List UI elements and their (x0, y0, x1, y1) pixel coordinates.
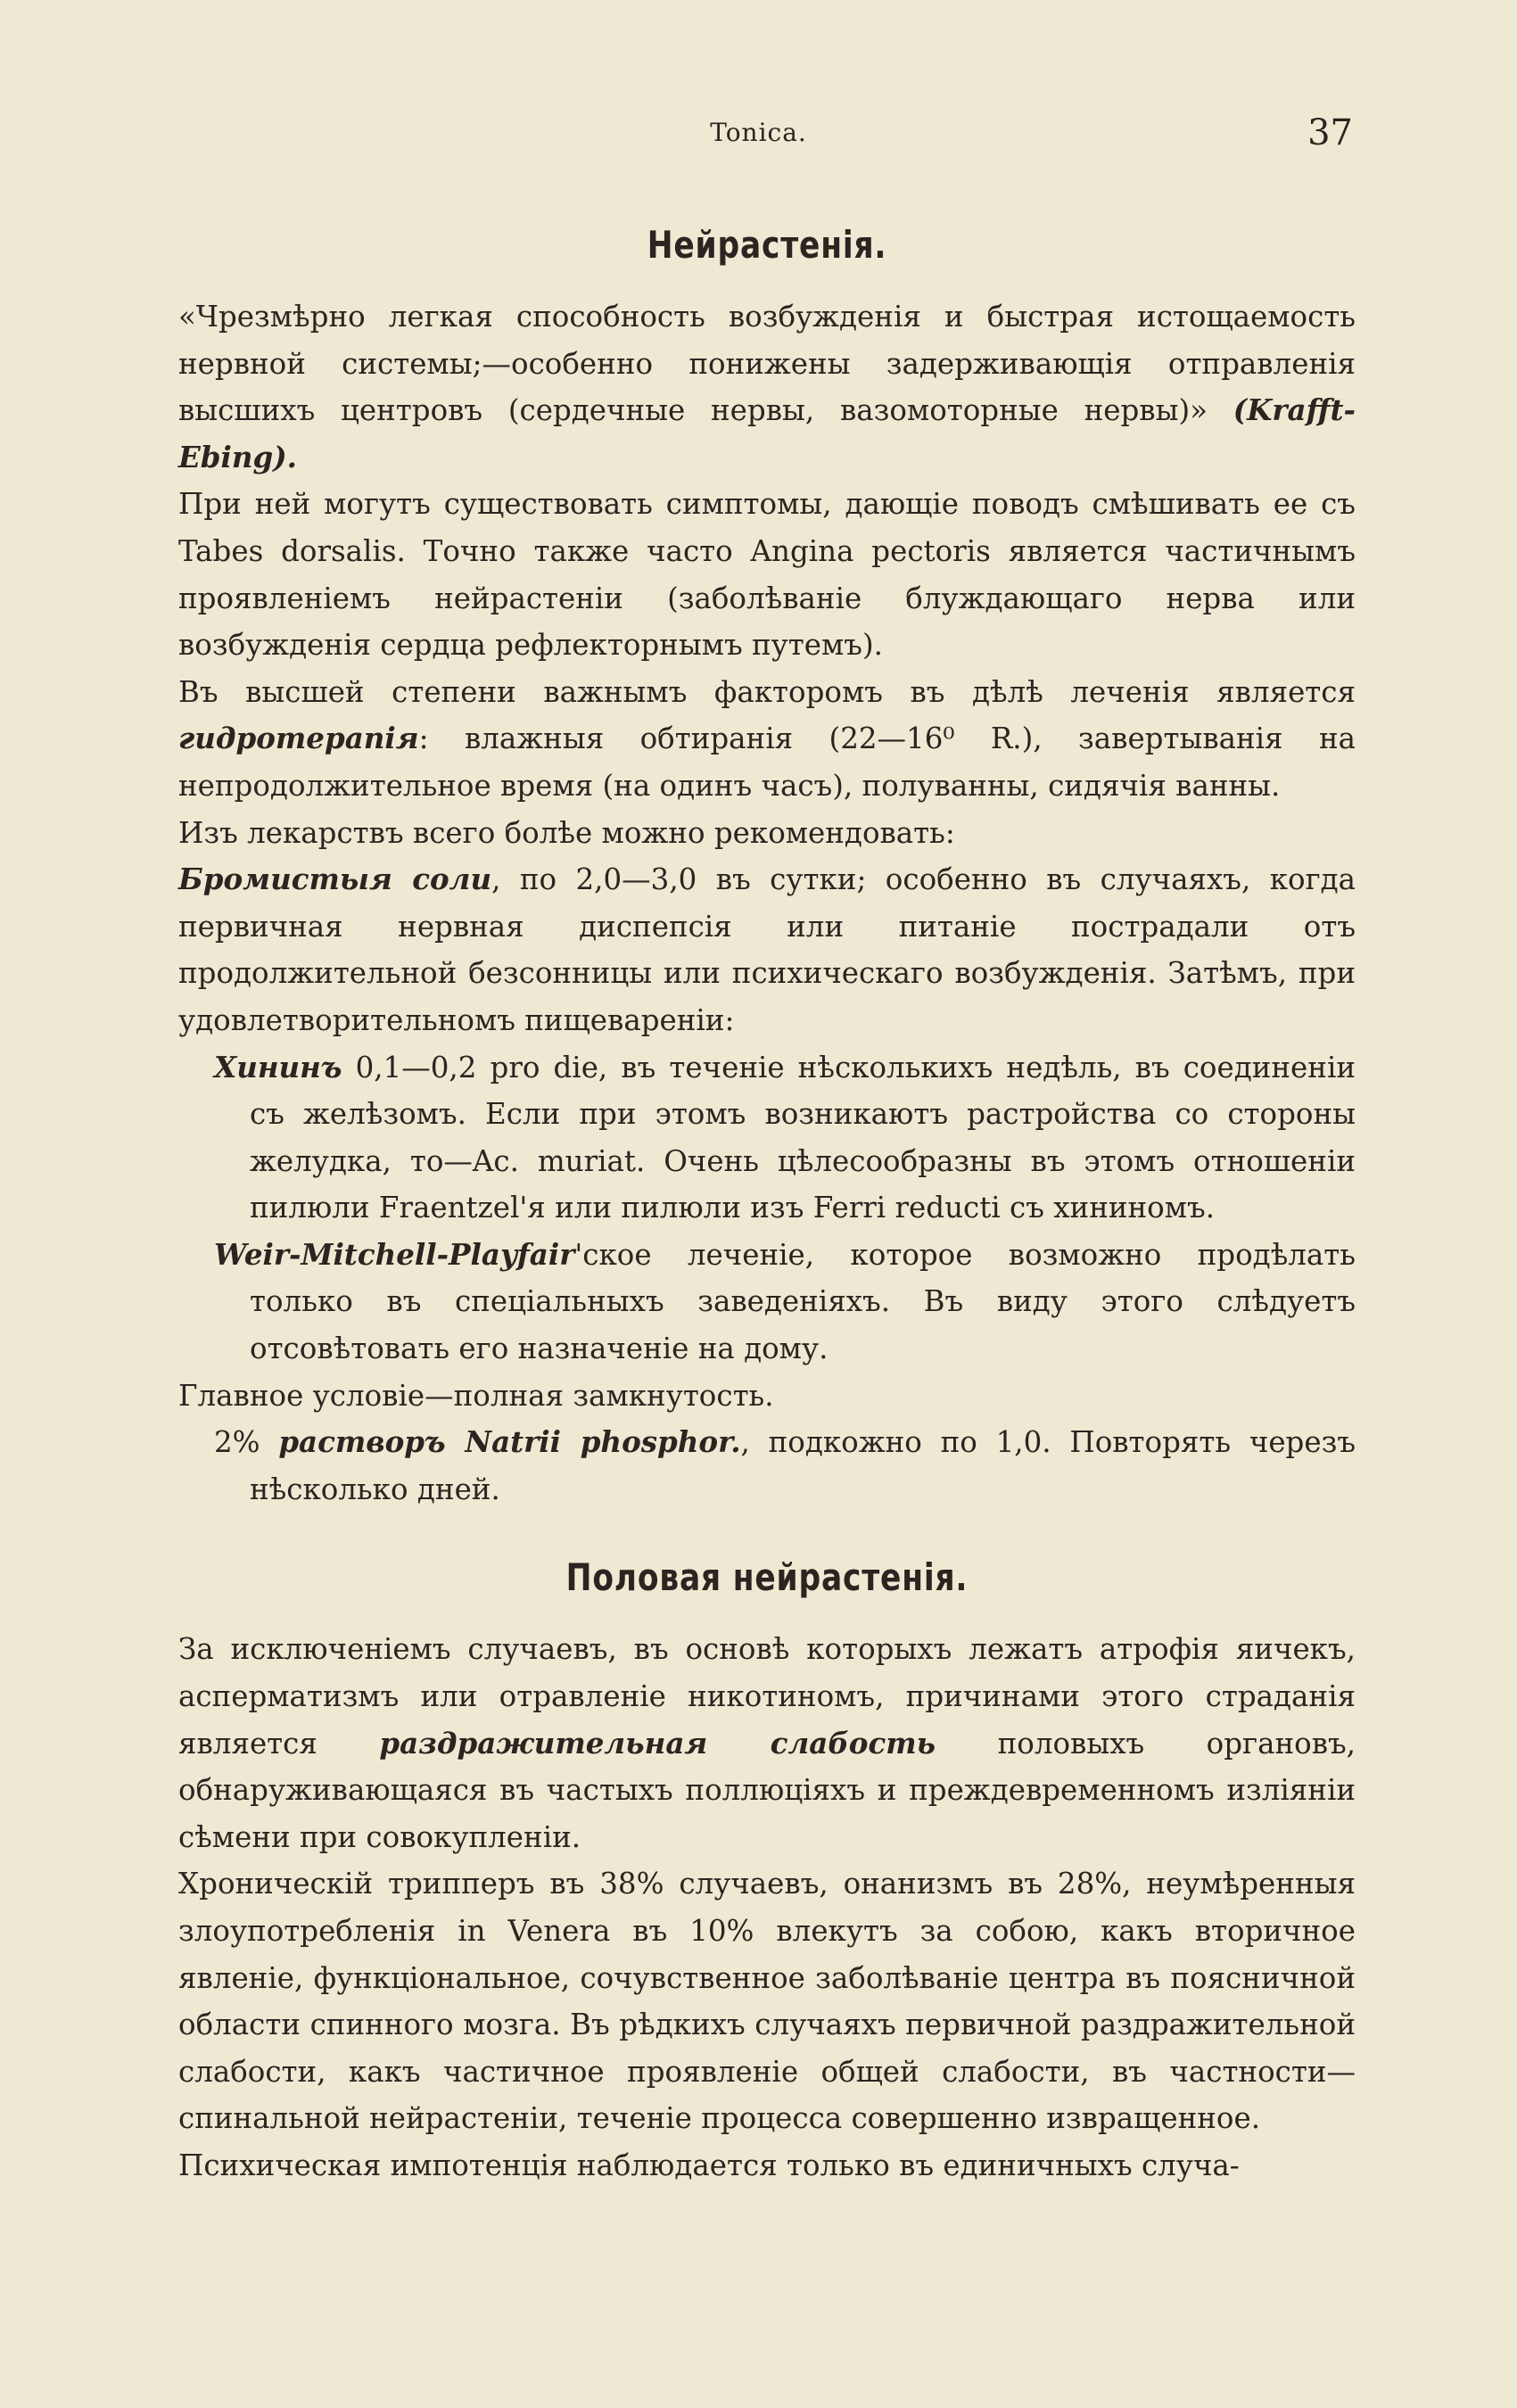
running-title: Tonica. (710, 118, 807, 147)
section-title-neurasthenia: Нейрастенія. (647, 223, 887, 267)
paragraph-causes (178, 1626, 1356, 1860)
natrii-text: , подкожно по 1,0. Повторять черезъ нѣсколько дней. (250, 1425, 1356, 1506)
paragraph-medicines-intro: Изъ лекарствъ всего болѣе можно рекомендовать: (178, 815, 955, 850)
paragraph-natrii (178, 1419, 1356, 1513)
paragraph-weir-mitchell (178, 1232, 1356, 1373)
weir-mitchell-term: Weir-Mitchell-Playfair (214, 1236, 575, 1272)
paragraph-psychic-impotence: Психическая импотенція наблюдается только въ единичныхъ случа- (178, 2148, 1240, 2182)
paragraph-quinine (178, 1044, 1356, 1232)
paragraph-main-condition: Главное условіе—полная замкнутость. (178, 1378, 774, 1413)
causes-term: раздражительная слабость (379, 1725, 936, 1761)
weir-mitchell-text: 'ское леченіе, которое возможно продѣлать только въ спеціальныхъ заведеніяхъ. Въ виду этого слѣдуетъ отсовѣтовать его назначеніе на дому. (250, 1237, 1356, 1366)
page-number: 37 (1307, 112, 1353, 153)
quinine-text: 0,1—0,2 pro die, въ теченіе нѣсколькихъ недѣль, въ соединеніи съ желѣзомъ. Если при этомъ возникаютъ растройства со стороны желудка, то—Ac. muriat. Очень цѣлесообразны въ этомъ отношеніи пилюли Fraentzel'я или пилюли изъ Ferri reducti съ хининомъ. (250, 1050, 1356, 1225)
paragraph-definition (178, 293, 1356, 481)
natrii-term: растворъ Natrii phosphor. (278, 1424, 741, 1460)
page-header (0, 112, 1517, 162)
definition-quote: «Чрезмѣрно легкая способность возбужденія и быстрая истощаемость нервной системы;—особенно понижены задерживающія отправленія высшихъ центровъ (сердечные нервы, вазомоторные нервы)» (178, 300, 1356, 428)
causes-text-a: За исключеніемъ случаевъ, въ основѣ которыхъ лежатъ атрофія яичекъ, аспермaтизмъ или отравленіе никотиномъ, причинами этого страданія является (178, 1632, 1356, 1761)
hydrotherapy-text-a: Въ высшей степени важнымъ факторомъ въ дѣлѣ леченія является (178, 674, 1356, 709)
hydrotherapy-term: гидротерапія (178, 721, 419, 756)
bromides-text: , по 2,0—3,0 въ сутки; особенно въ случаяхъ, когда первичная нервная диспепсія или питаніе пострадали отъ продолжительной безсонницы или психическаго возбужденія. Затѣмъ, при удовлетворительномъ пищевареніи: (178, 862, 1356, 1037)
natrii-percent: 2% (214, 1425, 279, 1460)
paragraph-bromides (178, 856, 1356, 1043)
quinine-term: Хининъ (214, 1049, 342, 1084)
section-title-sexual-neurasthenia: Половая нейрастенія. (565, 1555, 969, 1600)
paragraph-hydrotherapy (178, 669, 1356, 810)
paragraph-chronic-gonorrhea: Хроническій трипперъ въ 38% случаевъ, онанизмъ въ 28%, неумѣренныя злоупотребленія in Venera въ 10% влекутъ за собою, какъ вторичное явленіе, функціональное, сочувственное заболѣваніе центра въ поясничной области спинного мозга. Въ рѣдкихъ случаяхъ первичной раздражительной слабости, какъ частичное проявленіе общей слабости, въ частности—спинальной нейрастеніи, теченіе процесса совершенно извращенное. (178, 1867, 1356, 2136)
bromides-term: Бромистыя соли (178, 862, 492, 897)
hydrotherapy-text-b: : влажныя обтиранія (22—16⁰ R.), завертыванія на непродолжительное время (на одинъ часъ), полуванны, сидячія ванны. (178, 722, 1356, 803)
causes-text-b: половыхъ органовъ, обнаруживающаяся въ частыхъ поллюціяхъ и преждевременномъ изліяніи сѣмени при совокупленіи. (178, 1726, 1356, 1854)
definition-author: (Krafft-Ebing). (178, 392, 1356, 474)
paragraph-symptoms: При ней могутъ существовать симптомы, дающіе поводъ смѣшивать ее съ Tabes dorsalis. Точно также часто Angina pectoris является частичнымъ проявленіемъ нейрастеніи (заболѣваніе блуждающаго нерва или возбужденія сердца рефлекторнымъ путемъ). (178, 487, 1356, 663)
page-body (178, 207, 1356, 2189)
